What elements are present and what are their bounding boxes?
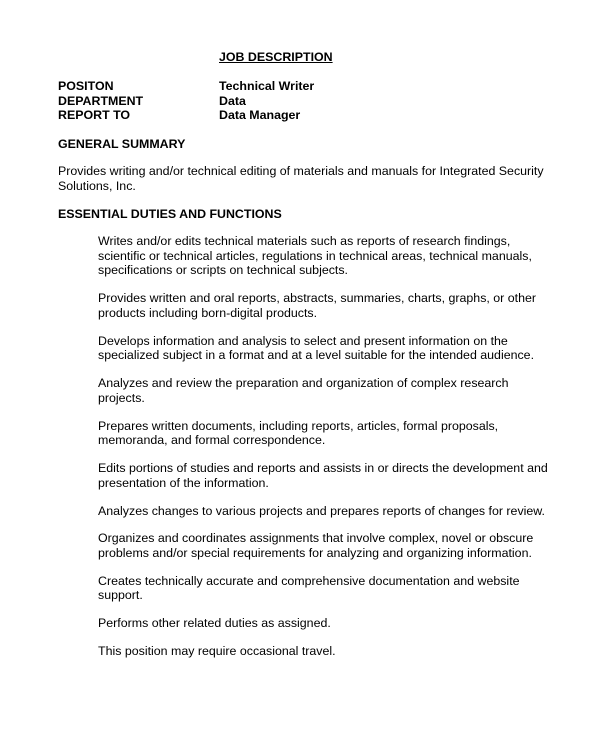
department-value: Data <box>219 93 246 108</box>
duty-item: Develops information and analysis to select and present information on the specialized subject in a format and at a level suitable for the intended audience. <box>98 333 535 363</box>
duty-item: Organizes and coordinates assignments that involve complex, novel or obscure problems and/or special requirements for analyzing and organizing information. <box>98 531 534 560</box>
duty-item: This position may require occasional travel. <box>98 644 336 659</box>
job-info-block <box>58 79 314 123</box>
duty-item: Edits portions of studies and reports and assists in or directs the development and presentation of the information. <box>98 461 548 490</box>
duty-item: Provides written and oral reports, abstracts, summaries, charts, graphs, or other products including born-digital products. <box>98 291 536 320</box>
document-title: JOB DESCRIPTION <box>219 50 333 64</box>
duty-item: Performs other related duties as assigned. <box>98 616 331 631</box>
info-row-report-to <box>58 108 314 123</box>
report-to-label: REPORT TO <box>58 108 131 123</box>
general-summary-text: Provides writing and/or technical editing of materials and manuals for Integrated Security Solutions, Inc. <box>58 164 544 193</box>
general-summary-heading: GENERAL SUMMARY <box>58 137 186 151</box>
position-value: Technical Writer <box>219 79 315 93</box>
duty-item: Prepares written documents, including reports, articles, formal proposals, memoranda, and formal correspondence. <box>98 418 499 448</box>
report-to-value: Data Manager <box>219 108 301 123</box>
duty-item: Creates technically accurate and comprehensive documentation and website support. <box>98 573 520 603</box>
duty-item: Writes and/or edits technical materials such as reports of research findings, scientific or technical articles, regulations in technical areas, technical manuals, specifications or scripts on technical subjects. <box>98 234 532 278</box>
info-row-department <box>58 94 314 109</box>
duties-heading: ESSENTIAL DUTIES AND FUNCTIONS <box>58 207 282 221</box>
duty-item: Analyzes changes to various projects and prepares reports of changes for review. <box>98 503 545 518</box>
info-row-position <box>58 79 314 94</box>
department-label: DEPARTMENT <box>58 93 144 108</box>
duties-list <box>98 234 558 672</box>
duty-item: Analyzes and review the preparation and organization of complex research projects. <box>98 376 509 405</box>
position-label: POSITON <box>58 79 114 93</box>
